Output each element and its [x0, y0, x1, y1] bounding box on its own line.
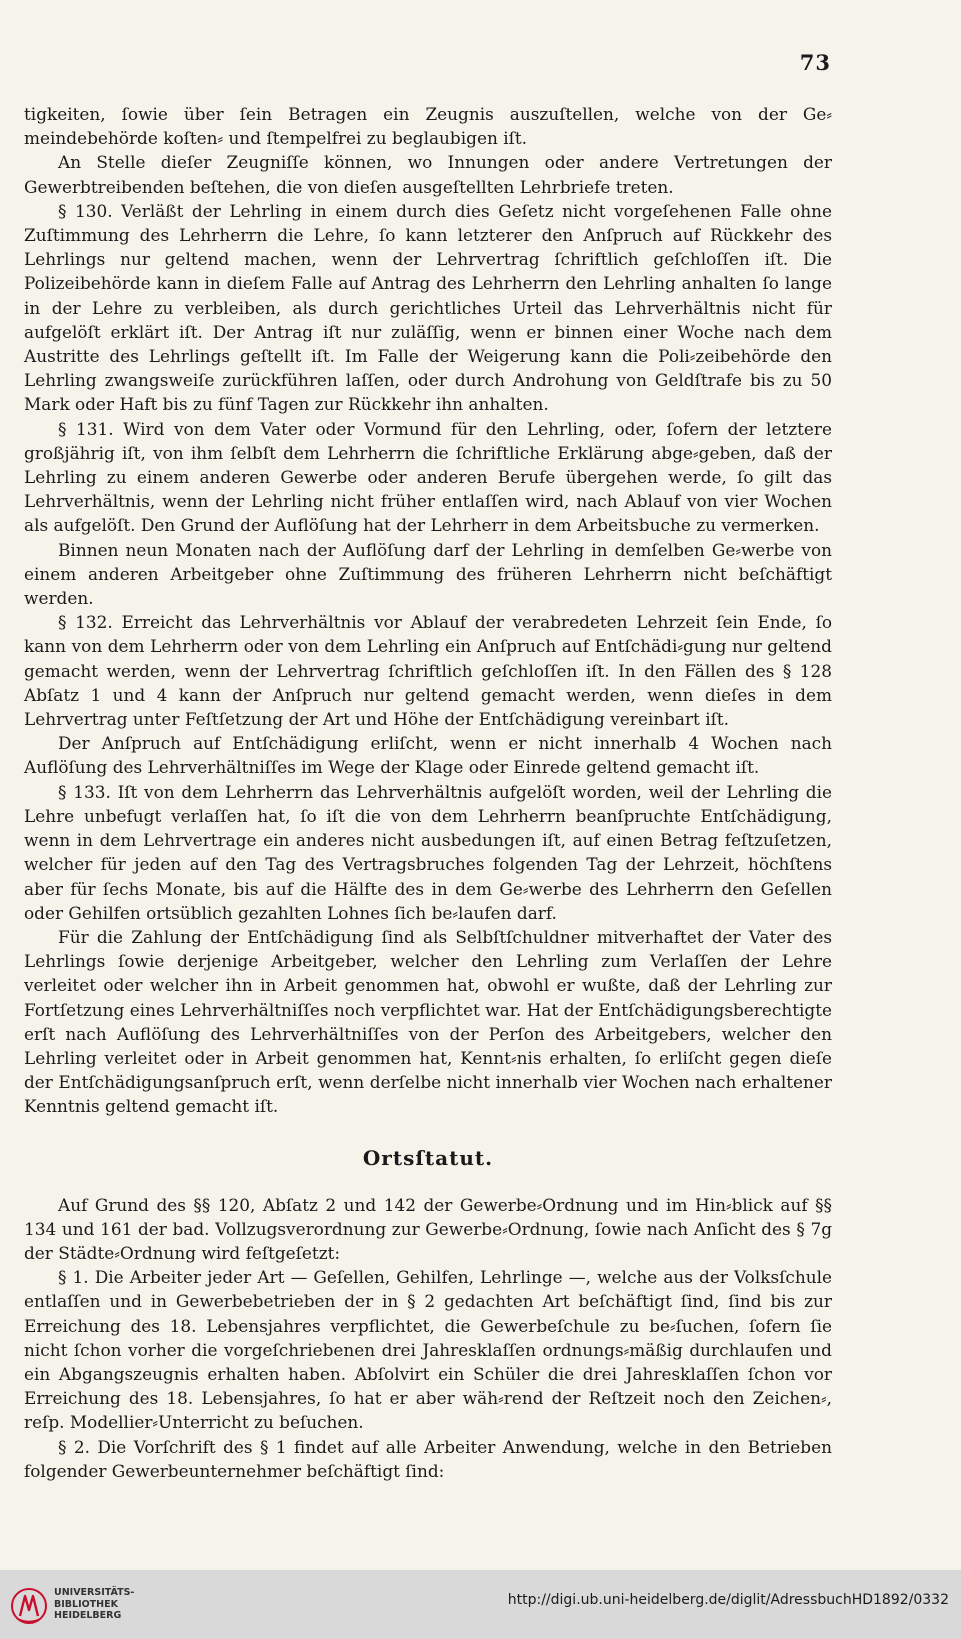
- paragraph: § 2. Die Vorſchrift des § 1 findet auf alle Arbeiter Anwendung, welche in den Betrieben folgender Gewerbeunternehmer beſchäftigt ſind:: [24, 1436, 832, 1481]
- logo-line: UNIVERSITÄTS-: [54, 1587, 135, 1598]
- paragraph: § 132. Erreicht das Lehrverhältnis vor Ablauf der verabredeten Lehrzeit ſein Ende, ſo kann von dem Lehrherrn oder von dem Lehrling ein Anſpruch auf Entſchädi⸗gung nur geltend gemacht werden, wenn der Lehrvertrag ſchriftlich geſchloſſen iſt. In den Fällen des § 128 Abſatz 1 und 4 kann der Anſpruch nur geltend gemacht werden, wenn dieſes in dem Lehrvertrag unter Feſtſetzung der Art und Höhe der Entſchädigung vereinbart iſt.: [24, 612, 832, 730]
- paragraph: § 133. Iſt von dem Lehrherrn das Lehrverhältnis aufgelöſt worden, weil der Lehrling die Lehre unbefugt verlaſſen hat, ſo iſt die von dem Lehrherrn beanſpruchte Entſchädigung, wenn in dem Lehrvertrage ein anderes nicht ausbedungen iſt, auf einen Betrag feſtzuſetzen, welcher für jeden auf den Tag des Vertragsbruches folgenden Tag der Lehrzeit, höchſtens aber für ſechs Monate, bis auf die Hälfte des in dem Ge⸗werbe des Lehrherrn den Geſellen oder Gehilfen ortsüblich gezahlten Lohnes ſich be⸗laufen darf.: [24, 781, 832, 923]
- paragraph: Der Anſpruch auf Entſchädigung erliſcht, wenn er nicht innerhalb 4 Wochen nach Auflöſung des Lehrverhältniſſes im Wege der Klage oder Einrede geltend gemacht iſt.: [24, 733, 832, 778]
- paragraph: tigkeiten, ſowie über ſein Betragen ein Zeugnis auszuſtellen, welche von der Ge⸗meindebehörde koſten⸗ und ſtempelfrei zu beglaubigen iſt.: [24, 104, 832, 149]
- paragraphs-after-heading: [24, 1193, 832, 1483]
- paragraphs-before-heading: [24, 102, 832, 1119]
- page-number: 73: [799, 50, 831, 75]
- source-url-link[interactable]: http://digi.ub.uni-heidelberg.de/diglit/AdressbuchHD1892/0332: [507, 1592, 949, 1608]
- logo-line: HEIDELBERG: [54, 1610, 122, 1621]
- paragraph: § 131. Wird von dem Vater oder Vormund für den Lehrling, oder, ſofern der letztere großjährig iſt, von ihm ſelbſt dem Lehrherrn die ſchriftliche Erklärung abge⸗geben, daß der Lehrling zu einem anderen Gewerbe oder anderen Berufe übergehen werde, ſo gilt das Lehrverhältnis, wenn der Lehrling nicht früher entlaſſen wird, nach Ablauf von vier Wochen als aufgelöſt. Den Grund der Auflöſung hat der Lehrherr in dem Arbeitsbuche zu vermerken.: [24, 418, 832, 536]
- footer-bar: [0, 1570, 961, 1639]
- university-seal-icon: [10, 1584, 48, 1628]
- paragraph: § 130. Verläßt der Lehrling in einem durch dies Geſetz nicht vorgeſehenen Falle ohne Zuſtimmung des Lehrherrn die Lehre, ſo kann letzterer den Anſpruch auf Rückkehr des Lehrlings nur geltend machen, wenn der Lehrvertrag ſchriftlich geſchloſſen iſt. Die Polizeibehörde kann in dieſem Falle auf Antrag des Lehrherrn den Lehrling anhalten ſo lange in der Lehre zu verbleiben, als durch gerichtliches Urteil das Lehrverhältnis nicht für aufgelöſt erklärt iſt. Der Antrag iſt nur zuläſſig, wenn er binnen einer Woche nach dem Austritte des Lehrlings geſtellt iſt. Im Falle der Weigerung kann die Poli⸗zeibehörde den Lehrling zwangsweiſe zurückführen laſſen, oder durch Androhung von Geldſtrafe bis zu 50 Mark oder Haft bis zu fünf Tagen zur Rückkehr ihn anhalten.: [24, 200, 832, 415]
- paragraph: An Stelle dieſer Zeugniſſe können, wo Innungen oder andere Vertretungen der Gewerbtreibenden beſtehen, die von dieſen ausgeſtellten Lehrbriefe treten.: [24, 152, 832, 197]
- paragraph: Für die Zahlung der Entſchädigung ſind als Selbſtſchuldner mitverhaftet der Vater des Lehrlings ſowie derjenige Arbeitgeber, welcher den Lehrling zum Verlaſſen der Lehre verleitet oder welcher ihn in Arbeit genommen hat, obwohl er wußte, daß der Lehrling zur Fortſetzung eines Lehrverhältniſſes noch verpflichtet war. Hat der Entſchädigungsberechtigte erſt nach Auflöſung des Lehrverhältniſſes von der Perſon des Arbeitgebers, welcher den Lehrling verleitet oder in Arbeit genommen hat, Kennt⸗nis erhalten, ſo erliſcht gegen dieſe der Entſchädigungsanſpruch erſt, wenn derſelbe nicht innerhalb vier Wochen nach erhaltener Kenntnis geltend gemacht iſt.: [24, 926, 832, 1117]
- paragraph: Binnen neun Monaten nach der Auflöſung darf der Lehrling in demſelben Ge⸗werbe von einem anderen Arbeitgeber ohne Zuſtimmung des früheren Lehrherrn nicht beſchäftigt werden.: [24, 539, 832, 609]
- paragraph: § 1. Die Arbeiter jeder Art — Geſellen, Gehilfen, Lehrlinge —, welche aus der Volksſchule entlaſſen und in Gewerbebetrieben der in § 2 gedachten Art beſchäftigt ſind, ſind bis zur Erreichung des 18. Lebensjahres verpflichtet, die Gewerbeſchule zu be⸗ſuchen, ſofern ſie nicht ſchon vorher die vorgeſchriebenen drei Jahresklaſſen ordnungs⸗mäßig durchlaufen und ein Abgangszeugnis erhalten haben. Abſolvirt ein Schüler die drei Jahresklaſſen ſchon vor Erreichung des 18. Lebensjahres, ſo hat er aber wäh⸗rend der Reſtzeit noch den Zeichen⸗, reſp. Modellier⸗Unterricht zu beſuchen.: [24, 1267, 832, 1433]
- paragraph: Auf Grund des §§ 120, Abſatz 2 und 142 der Gewerbe⸗Ordnung und im Hin⸗blick auf §§ 134 und 161 der bad. Vollzugsverordnung zur Gewerbe⸗Ordnung, ſowie nach Anſicht des § 7g der Städte⸗Ordnung wird feſtgeſetzt:: [24, 1194, 832, 1263]
- library-logo-text: [54, 1587, 134, 1622]
- logo-line: BIBLIOTHEK: [54, 1598, 118, 1610]
- section-heading: Ortsſtatut.: [362, 1145, 494, 1170]
- page-content: [24, 102, 832, 1483]
